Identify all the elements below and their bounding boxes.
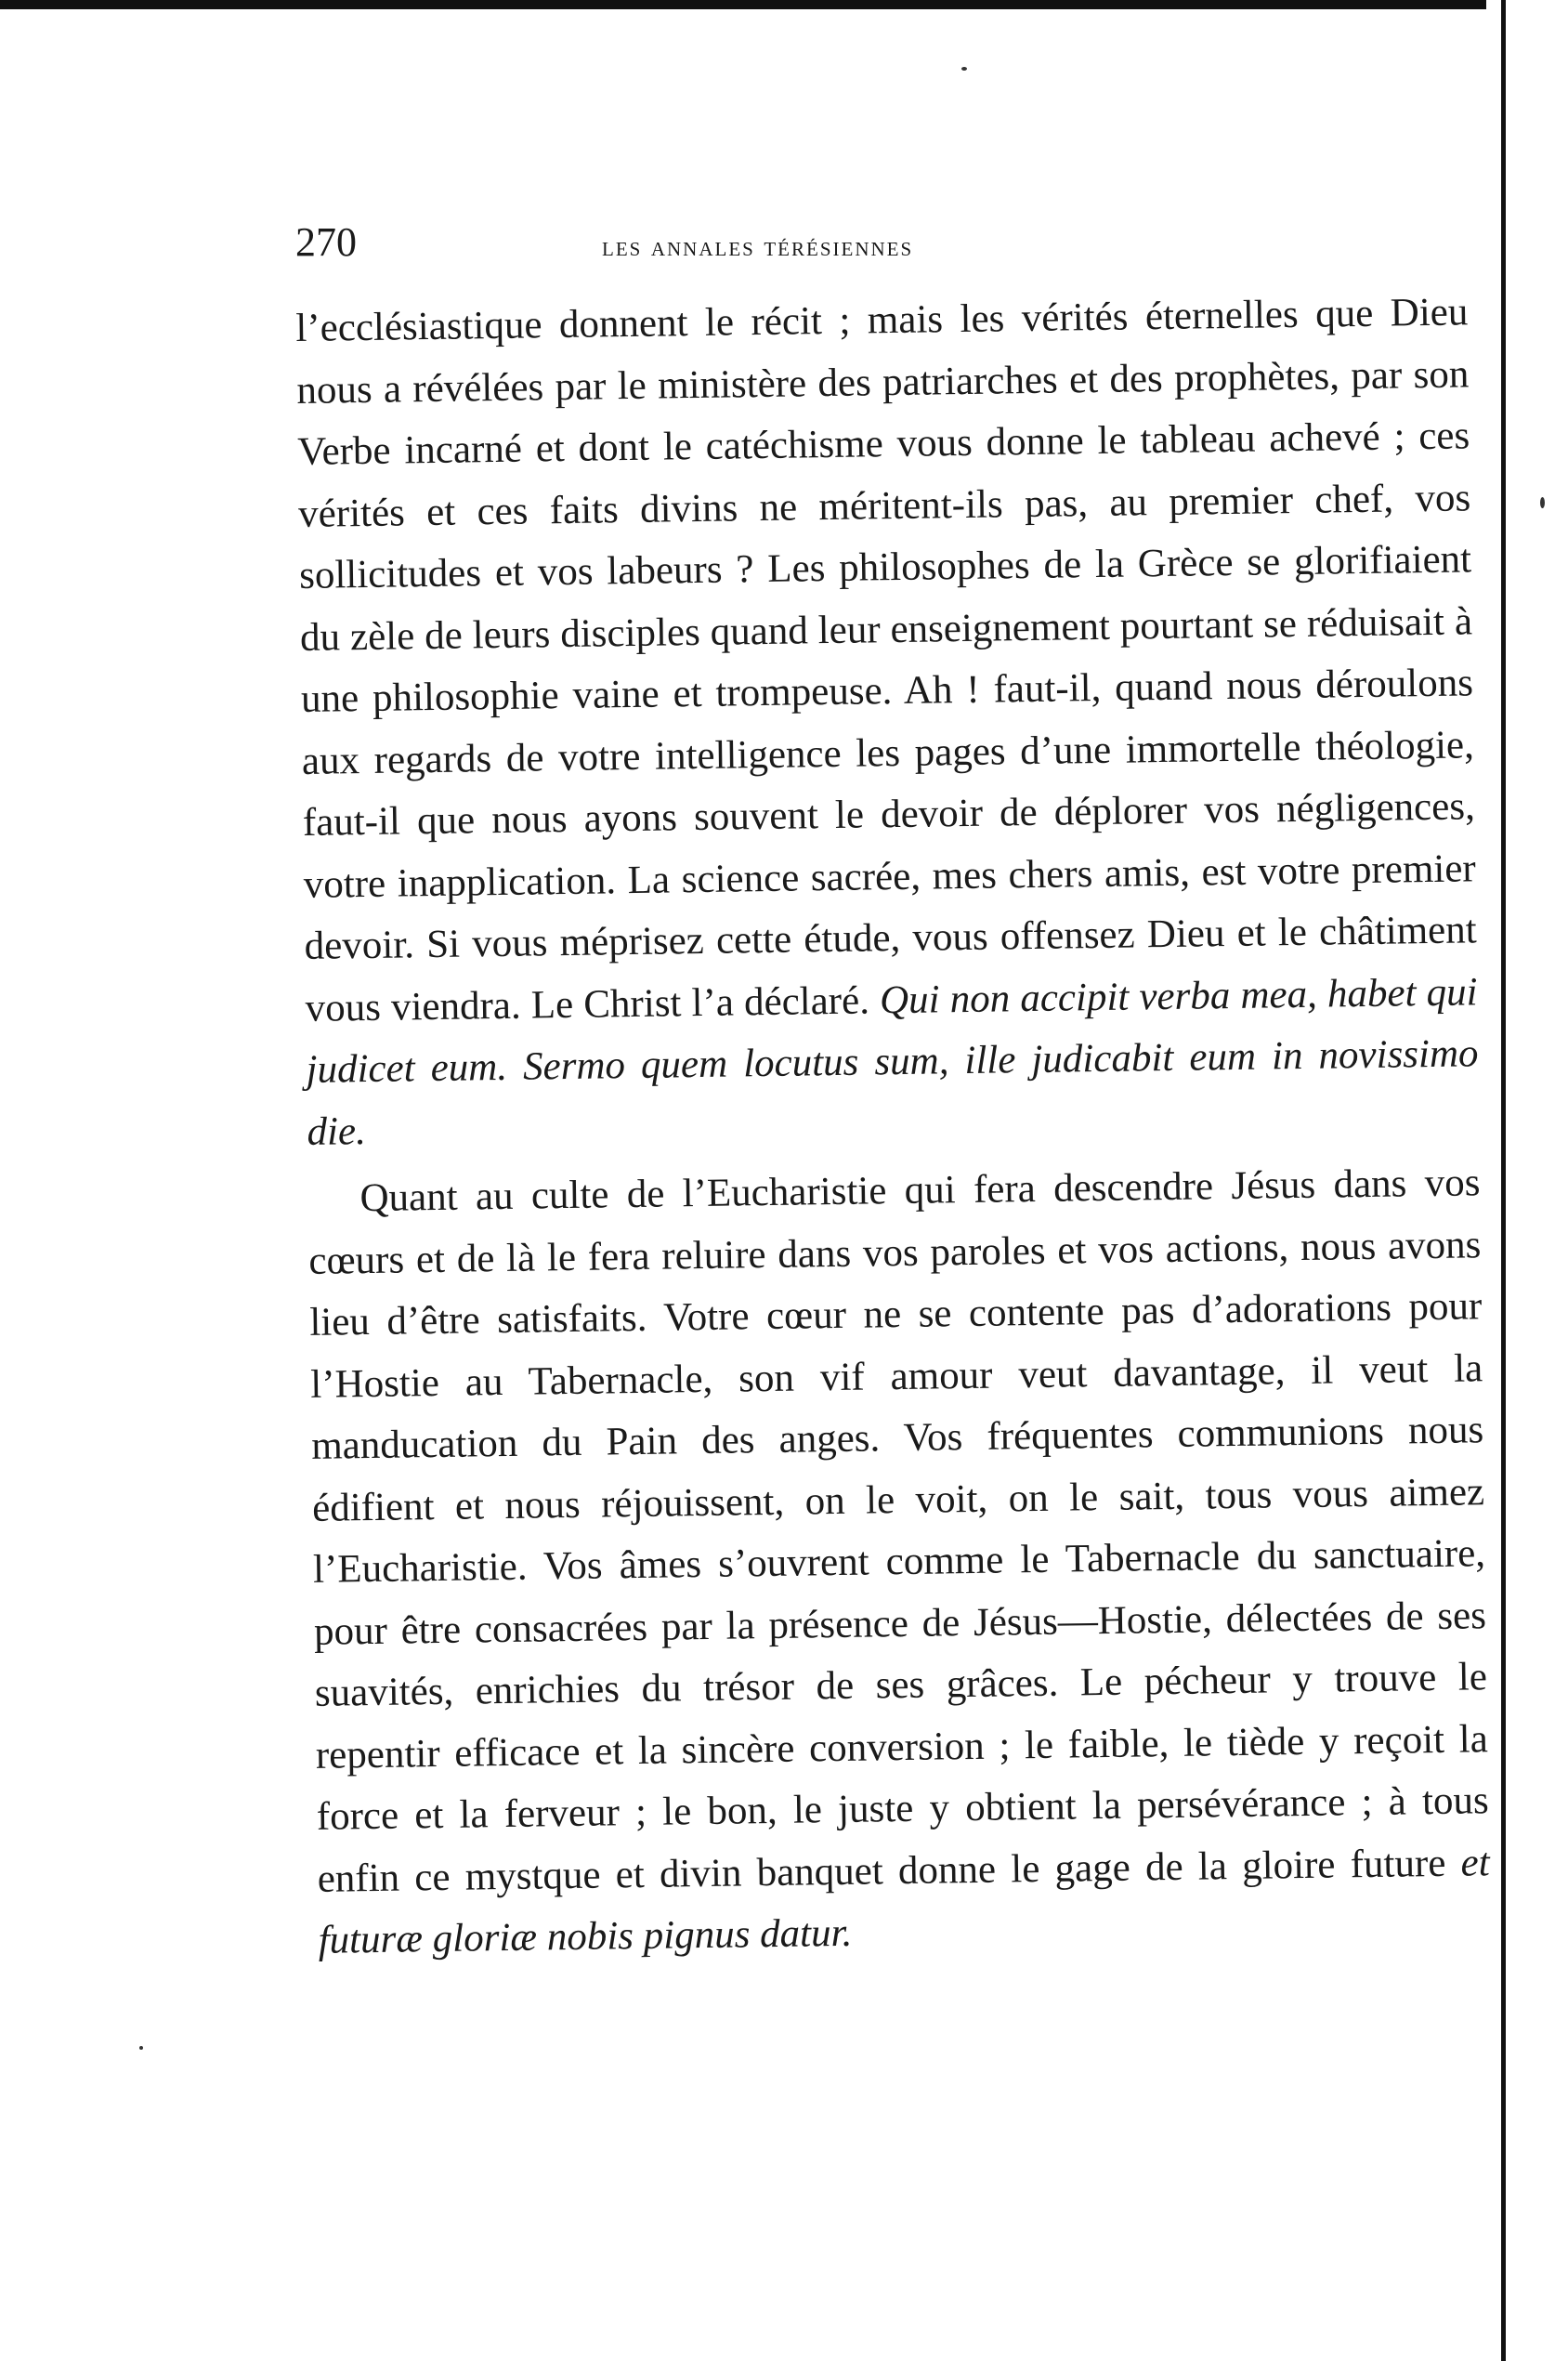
paragraph-text: l’ecclésiastique donnent le récit ; mais les vérités éternelles que Dieu nous a révélées par le ministère des patriarches et des prophètes, par son Verbe incarné et dont le catéchisme vous donne le tableau achevé ; ces vérités et ces faits divins ne méritent-ils pas, au premier chef, vos sollicitudes et vos labeurs ? Les philosophes de la Grèce se glorifiaient du zèle de leurs disciples quand leur enseignement pourtant se réduisait à une philosophie vaine et trompeuse. Ah ! faut-il, quand nous déroulons aux regards de votre intelligence les pages d’une immortelle théologie, faut-il que nous ayons souvent le devoir de déplorer vos négligences, votre inapplication. La science sacrée, mes chers amis, est votre premier devoir. Si vous méprisez cette étude, vous offensez Dieu et le châtiment vous viendra. Le Christ l’a déclaré. — [295, 290, 1477, 1030]
latin-quotation: et futuræ gloriæ nobis pignus datur. — [318, 1840, 1490, 1962]
ink-speck — [1540, 497, 1545, 508]
book-page — [295, 218, 1490, 1973]
running-head: 270 les annales térésiennes — [295, 219, 914, 265]
ink-speck — [961, 67, 967, 71]
paragraph — [295, 282, 1480, 1163]
running-title: les annales térésiennes — [602, 231, 914, 262]
paragraph-text: Quant au culte de l’Eucharistie qui fera descendre Jésus dans vos cœurs et de là le fera reluire dans vos paroles et vos actions, nous avons lieu d’être satisfaits. Votre cœur ne se contente pas d’adorations pour l’Hostie au Tabernacle, son vif amour veut davantage, il veut la manducation du Pain des anges. Vos fréquentes communions nous édifient et nous réjouissent, on le voit, on le sait, tous vous aimez l’Eucharistie. Vos âmes s’ouvrent comme le Tabernacle du sanctuaire, pour être consacrées par la présence de Jésus—Hostie, délectées de ses suavités, enrichies du trésor de ses grâces. Le pécheur y trouve le repentir efficace et la sincère conversion ; le faible, le tiède y reçoit la force et la ferveur ; le bon, le juste y obtient la persévérance ; à tous enfin ce mystque et divin banquet donne le gage de la gloire future — [308, 1161, 1490, 1901]
right-page-edge — [1501, 0, 1506, 2361]
paragraph — [307, 1152, 1491, 1972]
ink-speck — [139, 2046, 143, 2050]
latin-quotation: Qui non accipit verba mea, habet qui judicet eum. Sermo quem locutus sum, ille judicabit eum in novissimo die. — [306, 969, 1479, 1154]
body-text — [295, 282, 1491, 1972]
top-page-edge — [0, 0, 1486, 9]
